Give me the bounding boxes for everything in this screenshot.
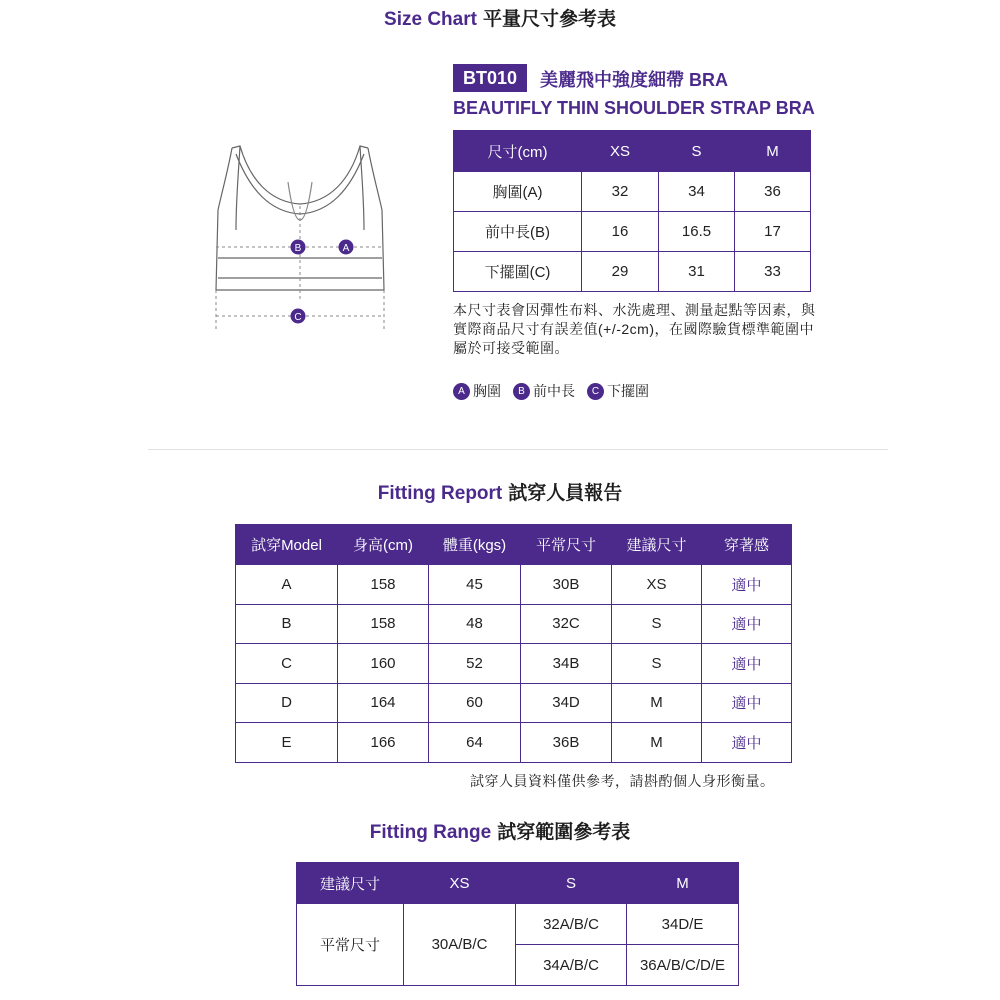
legend-marker-a: A	[453, 383, 470, 400]
legend-item-chest	[453, 381, 501, 401]
report-header-fit-feel: 穿著感	[702, 525, 792, 565]
size-chart-title-en: Size Chart	[384, 9, 477, 30]
table-row	[454, 212, 811, 252]
size-row-label: 前中長(B)	[454, 212, 582, 252]
report-table-header-row	[236, 525, 792, 565]
size-chart-table	[453, 130, 811, 292]
size-chart-title-zh: 平量尺寸參考表	[482, 9, 616, 30]
product-name-zh: 美麗飛中強度細帶 BRA	[540, 70, 728, 90]
size-cell: 31	[659, 252, 735, 292]
fitting-report-table	[235, 524, 792, 763]
report-cell-height: 158	[338, 604, 429, 644]
report-header-model: 試穿Model	[236, 525, 338, 565]
size-header-s: S	[659, 131, 735, 172]
legend-item-hem	[587, 381, 649, 401]
report-header-usual-size: 平常尺寸	[521, 525, 612, 565]
report-cell-model: E	[236, 723, 338, 763]
range-cell-s: 32A/B/C	[516, 904, 627, 945]
size-cell: 16	[582, 212, 659, 252]
size-header-xs: XS	[582, 131, 659, 172]
size-row-label: 胸圍(A)	[454, 172, 582, 212]
table-row	[236, 683, 792, 723]
report-cell-height: 164	[338, 683, 429, 723]
range-row-label: 平常尺寸	[297, 904, 404, 986]
report-cell-suggested-size: M	[612, 683, 702, 723]
range-table-header-row	[297, 863, 739, 904]
table-row	[236, 565, 792, 605]
bra-measurement-diagram	[210, 140, 390, 340]
range-cell-xs: 30A/B/C	[404, 904, 516, 986]
report-header-weight: 體重(kgs)	[429, 525, 521, 565]
report-cell-weight: 64	[429, 723, 521, 763]
table-row	[454, 252, 811, 292]
fitting-report-note: 試穿人員資料僅供參考，請斟酌個人身形衡量。	[470, 773, 775, 789]
report-cell-model: B	[236, 604, 338, 644]
legend-item-front-length	[513, 381, 575, 401]
report-cell-usual-size: 34D	[521, 683, 612, 723]
table-row	[454, 172, 811, 212]
report-header-suggested-size: 建議尺寸	[612, 525, 702, 565]
marker-a-label: A	[342, 243, 350, 254]
size-header-m: M	[735, 131, 811, 172]
report-cell-model: D	[236, 683, 338, 723]
report-cell-height: 158	[338, 565, 429, 605]
size-table-header-row	[454, 131, 811, 172]
range-header-m: M	[627, 863, 739, 904]
size-header-dimension: 尺寸(cm)	[454, 131, 582, 172]
size-row-label: 下擺圍(C)	[454, 252, 582, 292]
section-divider	[148, 449, 888, 450]
legend-marker-b: B	[513, 383, 530, 400]
product-code-badge: BT010	[453, 64, 527, 92]
report-cell-weight: 52	[429, 644, 521, 684]
size-cell: 33	[735, 252, 811, 292]
table-row	[236, 604, 792, 644]
report-cell-weight: 60	[429, 683, 521, 723]
legend-label-hem: 下擺圍	[607, 383, 649, 399]
report-cell-model: A	[236, 565, 338, 605]
range-cell-s: 34A/B/C	[516, 945, 627, 986]
report-cell-height: 166	[338, 723, 429, 763]
size-cell: 36	[735, 172, 811, 212]
product-name-en: BEAUTIFLY THIN SHOULDER STRAP BRA	[453, 98, 815, 118]
marker-b	[291, 240, 306, 255]
report-cell-model: C	[236, 644, 338, 684]
report-cell-fit-feel: 適中	[702, 723, 792, 763]
table-row	[236, 723, 792, 763]
report-cell-fit-feel: 適中	[702, 683, 792, 723]
size-cell: 34	[659, 172, 735, 212]
range-cell-m: 36A/B/C/D/E	[627, 945, 739, 986]
report-cell-fit-feel: 適中	[702, 565, 792, 605]
range-header-xs: XS	[404, 863, 516, 904]
table-row	[236, 644, 792, 684]
legend-marker-c: C	[587, 383, 604, 400]
report-cell-suggested-size: XS	[612, 565, 702, 605]
fitting-range-table	[296, 862, 739, 986]
legend-label-front-length: 前中長	[533, 383, 575, 399]
report-cell-weight: 45	[429, 565, 521, 605]
fitting-range-title-zh: 試穿範圍參考表	[497, 822, 631, 843]
measurement-legend	[453, 381, 661, 401]
legend-label-chest: 胸圍	[473, 383, 501, 399]
size-cell: 17	[735, 212, 811, 252]
report-cell-suggested-size: S	[612, 604, 702, 644]
size-cell: 29	[582, 252, 659, 292]
report-cell-fit-feel: 適中	[702, 644, 792, 684]
marker-c-label: C	[294, 312, 302, 323]
report-cell-weight: 48	[429, 604, 521, 644]
size-cell: 16.5	[659, 212, 735, 252]
report-header-height: 身高(cm)	[338, 525, 429, 565]
fitting-range-heading	[0, 817, 1000, 844]
range-header-suggested-size: 建議尺寸	[297, 863, 404, 904]
report-cell-usual-size: 30B	[521, 565, 612, 605]
fitting-report-title-en: Fitting Report	[377, 483, 503, 504]
range-header-s: S	[516, 863, 627, 904]
fitting-report-title-zh: 試穿人員報告	[508, 483, 623, 504]
marker-b-label: B	[294, 243, 302, 254]
range-cell-m: 34D/E	[627, 904, 739, 945]
report-cell-height: 160	[338, 644, 429, 684]
report-cell-usual-size: 36B	[521, 723, 612, 763]
fitting-report-heading	[0, 478, 1000, 505]
size-chart-note: 本尺寸表會因彈性布料、水洗處理、測量起點等因素，與實際商品尺寸有誤差值(+/-2cm)，在國際驗貨標準範圍中屬於可接受範圍。	[453, 302, 816, 356]
fitting-range-title-en: Fitting Range	[369, 822, 492, 843]
report-cell-fit-feel: 適中	[702, 604, 792, 644]
report-cell-usual-size: 34B	[521, 644, 612, 684]
size-chart-heading	[0, 4, 1000, 31]
report-cell-suggested-size: M	[612, 723, 702, 763]
size-cell: 32	[582, 172, 659, 212]
report-cell-suggested-size: S	[612, 644, 702, 684]
table-row	[297, 904, 739, 945]
marker-a	[339, 240, 354, 255]
report-cell-usual-size: 32C	[521, 604, 612, 644]
marker-c	[291, 309, 306, 324]
